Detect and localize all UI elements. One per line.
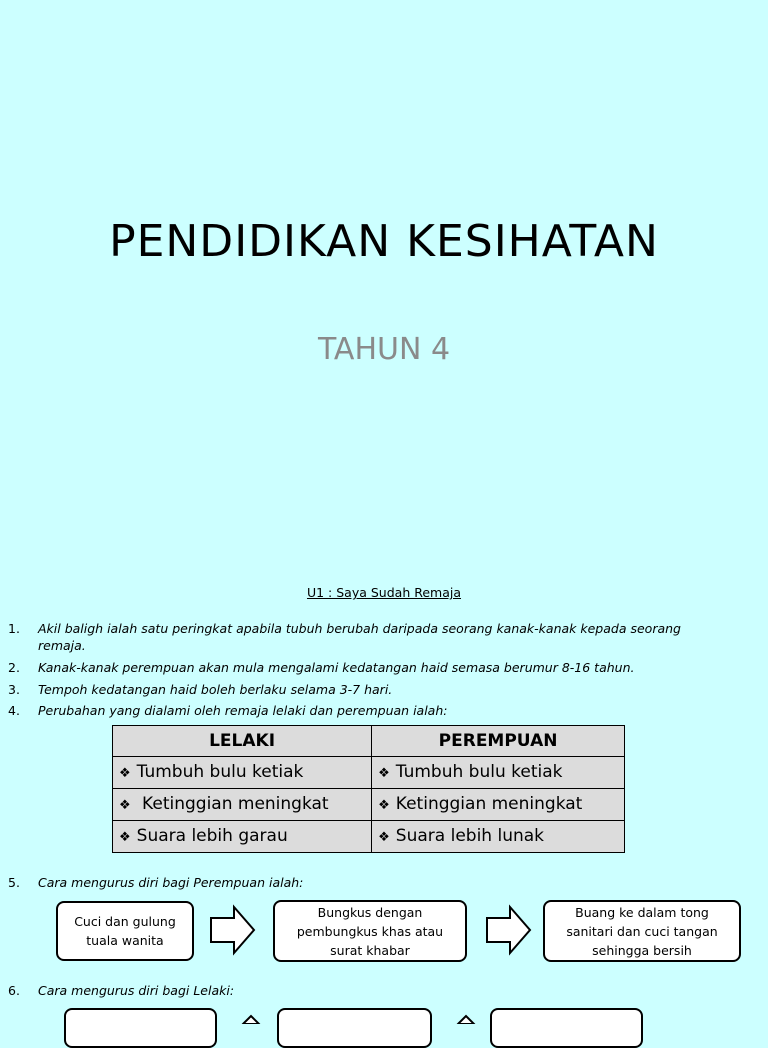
- diamond-bullet-icon: ❖: [378, 798, 390, 814]
- table-cell: [372, 820, 625, 852]
- table-cell: [113, 756, 372, 788]
- list-text: Cara mengurus diri bagi Lelaki:: [38, 983, 235, 998]
- list-item: [8, 620, 728, 654]
- list-item: [8, 702, 728, 719]
- list-number: 6.: [8, 983, 20, 998]
- right-arrow-icon: [456, 1014, 476, 1024]
- right-arrow-icon: [241, 1014, 261, 1024]
- flow-step-lelaki-1: [64, 1008, 217, 1048]
- list-number: 4.: [8, 703, 20, 718]
- table-header-perempuan: PEREMPUAN: [372, 726, 625, 757]
- cell-text: Tumbuh bulu ketiak: [395, 762, 563, 783]
- cell-text: Ketinggian meningkat: [136, 794, 329, 815]
- list-number: 2.: [8, 660, 20, 675]
- list-text: Kanak-kanak perempuan akan mula mengalami kedatangan haid semasa berumur 8-16 tahun.: [38, 660, 635, 675]
- diamond-bullet-icon: ❖: [119, 830, 131, 846]
- cell-text: Ketinggian meningkat: [395, 794, 583, 815]
- table-row: [113, 820, 625, 852]
- list-item: [8, 681, 728, 698]
- flow-step-lelaki-2: [277, 1008, 432, 1048]
- list-item: [8, 659, 728, 676]
- diamond-bullet-icon: ❖: [119, 766, 131, 782]
- table-header-lelaki: LELAKI: [113, 726, 372, 757]
- cell-text: Suara lebih garau: [136, 826, 288, 847]
- table-header-row: [113, 726, 625, 757]
- list-text: Akil baligh ialah satu peringkat apabila tubuh berubah daripada seorang kanak-kanak kepada seorang remaja.: [38, 621, 681, 653]
- list-item: [8, 982, 728, 999]
- list-text: Cara mengurus diri bagi Perempuan ialah:: [38, 875, 304, 890]
- table-cell: [372, 756, 625, 788]
- right-arrow-icon: [208, 904, 258, 956]
- flow-step-1: Cuci dan gulung tuala wanita: [56, 901, 194, 961]
- cell-text: Suara lebih lunak: [395, 826, 544, 847]
- flow-step-lelaki-3: [490, 1008, 643, 1048]
- table-cell: [372, 788, 625, 820]
- table-cell: [113, 788, 372, 820]
- table-cell: [113, 820, 372, 852]
- flow-step-3: Buang ke dalam tong sanitari dan cuci tangan sehingga bersih: [543, 900, 741, 962]
- diamond-bullet-icon: ❖: [119, 798, 131, 814]
- comparison-table: [112, 725, 625, 853]
- table-row: [113, 788, 625, 820]
- flow-step-2: Bungkus dengan pembungkus khas atau surat khabar: [273, 900, 467, 962]
- list-number: 1.: [8, 621, 20, 636]
- page-title: PENDIDIKAN KESIHATAN: [109, 216, 659, 267]
- diamond-bullet-icon: ❖: [378, 766, 390, 782]
- section-heading: U1 : Saya Sudah Remaja: [306, 585, 462, 600]
- list-item: [8, 874, 728, 891]
- list-number: 5.: [8, 875, 20, 890]
- right-arrow-icon: [484, 904, 534, 956]
- diamond-bullet-icon: ❖: [378, 830, 390, 846]
- cell-text: Tumbuh bulu ketiak: [136, 762, 304, 783]
- list-text: Perubahan yang dialami oleh remaja lelaki dan perempuan ialah:: [38, 703, 448, 718]
- table-row: [113, 756, 625, 788]
- page-subtitle: TAHUN 4: [317, 332, 451, 367]
- list-number: 3.: [8, 682, 20, 697]
- list-text: Tempoh kedatangan haid boleh berlaku selama 3-7 hari.: [38, 682, 393, 697]
